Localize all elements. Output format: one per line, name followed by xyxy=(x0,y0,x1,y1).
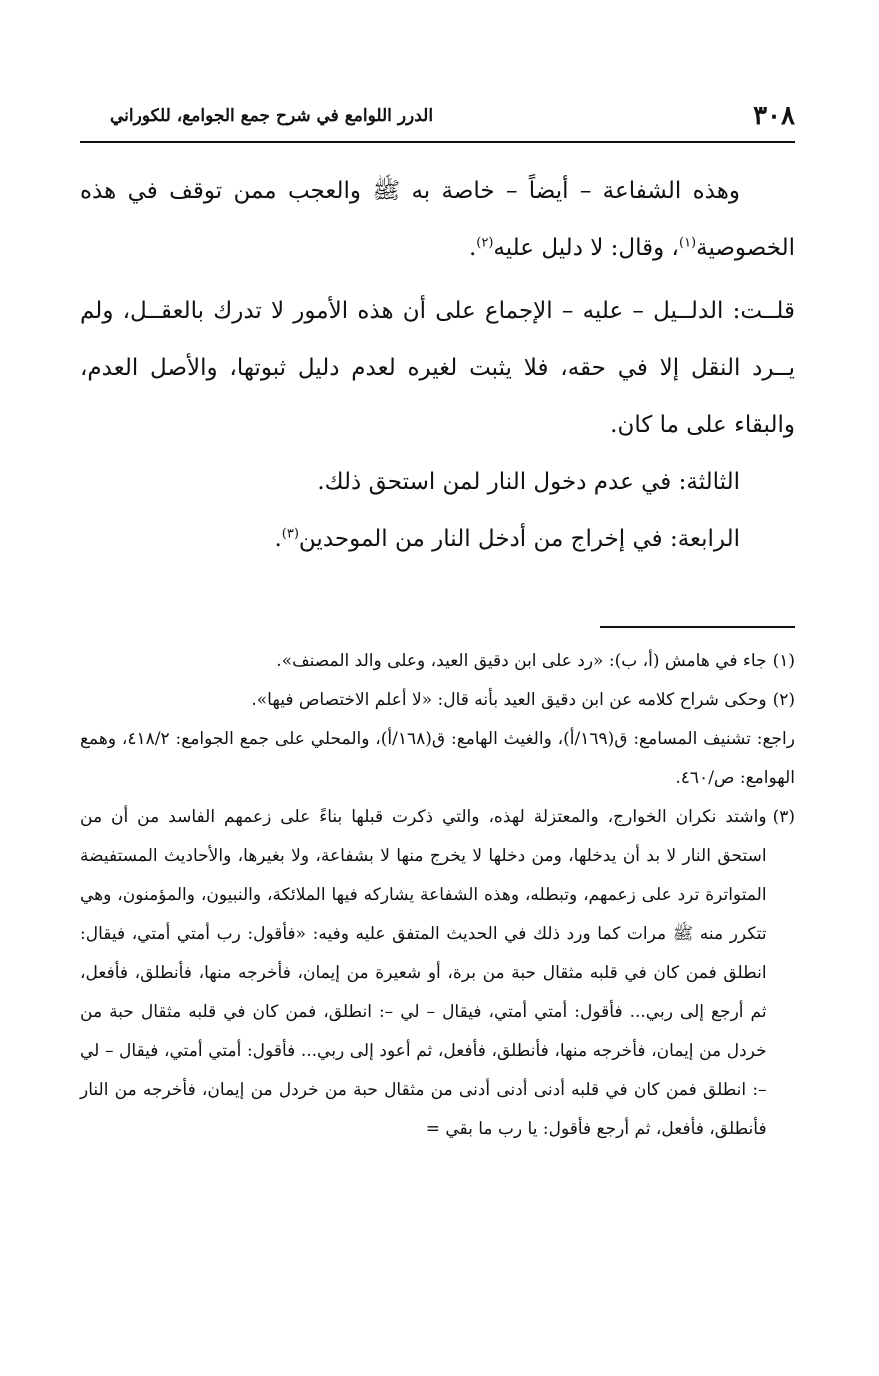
footnote-ref-2[interactable]: (٢) xyxy=(476,235,494,251)
footnote-2-continuation: راجع: تشنيف المسامع: ق(١٦٩/أ)، والغيث الهامع: ق(١٦٨/أ)، والمحلي على جمع الجوامع: ٤١٨/٢، وهمع الهوامع: ص/٤٦٠. xyxy=(80,729,795,788)
footnotes xyxy=(80,642,795,1149)
footnote-1 xyxy=(80,642,795,681)
paragraph-3: الثالثة: في عدم دخول النار لمن استحق ذلك. xyxy=(317,469,740,495)
paragraph-1-part-c: . xyxy=(468,235,477,261)
footnote-3 xyxy=(80,798,795,1149)
main-text xyxy=(80,163,795,568)
page-number: ٣٠٨ xyxy=(753,101,795,131)
footnote-1-number: (١) xyxy=(772,651,795,671)
paragraph-4 xyxy=(80,511,795,568)
footnote-2 xyxy=(80,681,795,720)
book-page xyxy=(80,95,795,1149)
footnote-2-number: (٢) xyxy=(772,690,795,710)
paragraph-2: قلــت: الدلــيل – عليه – الإجماع على أن هذه الأمور لا تدرك بالعقــل، ولم يــرد النقل إلا في حقه، فلا يثبت لغيره لعدم دليل ثبوتها، والأصل العدم، والبقاء على ما كان. xyxy=(80,298,795,438)
footnote-ref-3[interactable]: (٣) xyxy=(281,526,299,542)
paragraph-1 xyxy=(80,163,795,277)
paragraph-4-part-b: . xyxy=(274,526,282,552)
footnote-1-text: جاء في هامش (أ، ب): «رد على ابن دقيق العيد، وعلى والد المصنف». xyxy=(276,651,767,671)
footnote-3-number: (٣) xyxy=(772,807,795,827)
footnote-separator xyxy=(600,626,795,628)
paragraph-1-part-a: وهذه الشفاعة – أيضاً – خاصة به ﷺ والعجب ممن توقف في هذه الخصوصية xyxy=(80,178,795,261)
running-title: الدرر اللوامع في شرح جمع الجوامع، للكوراني xyxy=(110,106,434,126)
paragraph-1-part-b: ، وقال: لا دليل عليه xyxy=(493,235,679,261)
page-header xyxy=(80,95,795,143)
footnote-2-text: وحكى شراح كلامه عن ابن دقيق العيد بأنه قال: «لا أعلم الاختصاص فيها». xyxy=(251,690,767,710)
paragraph-4-part-a: الرابعة: في إخراج من أدخل النار من الموحدين xyxy=(298,526,740,552)
footnote-3-text: واشتد نكران الخوارج، والمعتزلة لهذه، والتي ذكرت قبلها بناءً على زعمهم الفاسد من أن من استحق النار لا بد أن يدخلها، ومن دخلها لا يخرج منها لا بشفاعة، ولا بغيرها، والأحاديث المستفيضة المتواترة ترد على زعمهم، وتبطله، وهذه الشفاعة يشاركه فيها الملائكة، والنبيون، والمؤمنون، وهي تتكرر منه ﷺ مرات كما ورد ذلك في الحديث المتفق عليه وفيه: «فأقول: رب أمتي أمتي، فيقال: انطلق فمن كان في قلبه مثقال حبة من برة، أو شعيرة من إيمان، فأخرجه منها، فأنطلق، فأفعل، ثم أرجع إلى ربي... فأقول: أمتي أمتي، فيقال – لي –: انطلق، فمن كان في قلبه مثقال حبة من خردل من إيمان، فأخرجه منها، فأنطلق، فأفعل، ثم أعود إلى ربي... فأقول: أمتي أمتي، فيقال – لي –: انطلق فمن كان في قلبه أدنى أدنى أدنى من مثقال حبة من خردل من إيمان، فأخرجه من النار فأنطلق، فأفعل، ثم أرجع فأقول: يا رب ما بقي = xyxy=(80,807,767,1139)
footnote-ref-1[interactable]: (١) xyxy=(678,235,697,251)
